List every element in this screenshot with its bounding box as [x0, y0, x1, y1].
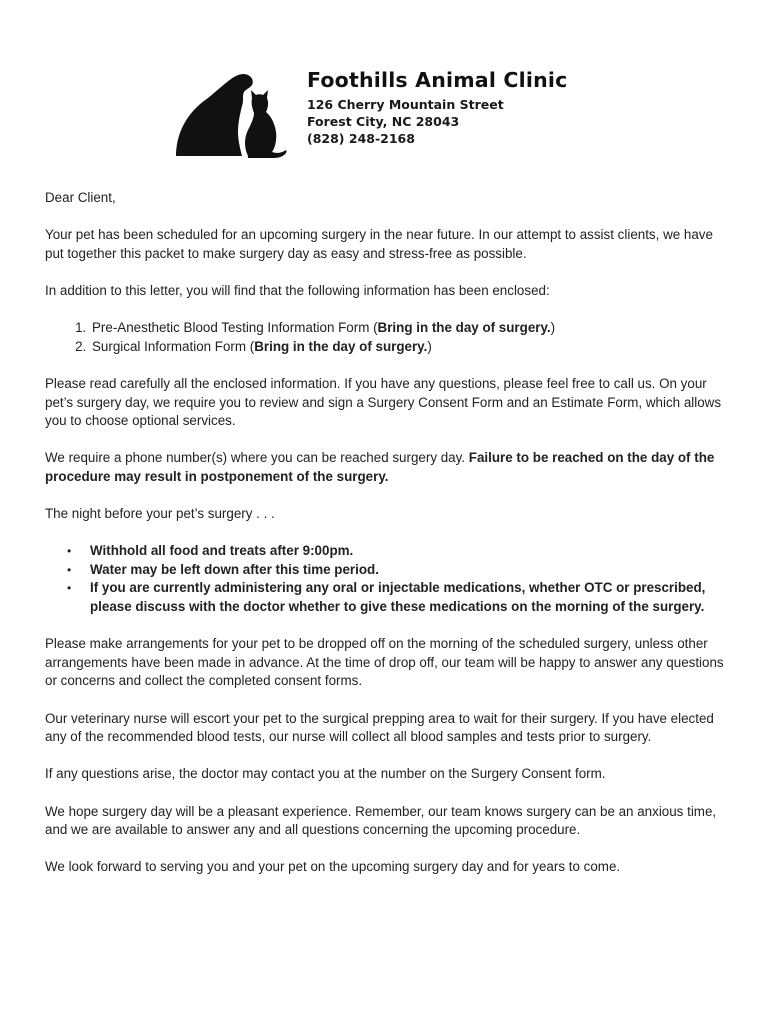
night-before-heading: The night before your pet’s surgery . . . — [45, 506, 275, 522]
read-carefully-paragraph: Please read carefully all the enclosed information. If you have any questions, please feel free to call us. On your pet’s surgery day, we require you to review and sign a Surgery Consent Form and an Estimate Form, which allows you to choose optional services. — [45, 375, 722, 429]
nurse-paragraph: Our veterinary nurse will escort your pet to the surgical prepping area to wait for their surgery. If you have elected any of the recommended blood tests, our nurse will collect all blood samples and tests prior to surgery. — [45, 710, 714, 745]
dog-and-cat-logo-icon — [172, 68, 290, 160]
enclosure-text: Surgical Information Form ( — [92, 338, 255, 354]
phone-requirement-text: We require a phone number(s) where you can be reached surgery day. — [45, 450, 469, 466]
enclosure-close: ) — [427, 338, 432, 354]
enclosure-bring-note: Bring in the day of surgery. — [377, 320, 551, 336]
phone-requirement-paragraph — [45, 449, 730, 486]
enclosures-list — [45, 319, 730, 356]
enclosure-item — [90, 338, 730, 357]
street-address: 126 Cherry Mountain Street — [307, 97, 504, 112]
instruction-item — [45, 542, 730, 561]
postponement-warning: Failure to be reached on the day of the procedure may result in postponement of the surgery. — [45, 450, 715, 484]
bullet-icon: • — [67, 581, 72, 596]
letterhead — [0, 0, 770, 170]
instruction-item — [45, 561, 730, 580]
letter-body — [45, 189, 730, 896]
enclosed-paragraph: In addition to this letter, you will find that the following information has been enclosed: — [45, 282, 550, 298]
clinic-name: Foothills Animal Clinic — [307, 68, 568, 92]
night-before-instructions — [45, 542, 730, 616]
phone-number: (828) 248-2168 — [307, 131, 415, 146]
bullet-icon: • — [67, 544, 72, 559]
city-state-zip: Forest City, NC 28043 — [307, 114, 460, 129]
closing-paragraph: We look forward to serving you and your pet on the upcoming surgery day and for years to come. — [45, 859, 621, 875]
instruction-text: Withhold all food and treats after 9:00pm. — [90, 543, 354, 559]
enclosure-text: Pre-Anesthetic Blood Testing Information Form ( — [92, 320, 378, 336]
hope-paragraph: We hope surgery day will be a pleasant experience. Remember, our team knows surgery can be an anxious time, and we are available to answer any and all questions concerning the upcoming procedure. — [45, 803, 717, 838]
enclosure-close: ) — [550, 320, 556, 336]
instruction-text: Water may be left down after this time period. — [90, 561, 379, 577]
questions-paragraph: If any questions arise, the doctor may contact you at the number on the Surgery Consent form. — [45, 766, 606, 782]
instruction-text: If you are currently administering any oral or injectable medications, whether OTC or prescribed, please discuss with the doctor whether to give these medications on the morning of the surgery. — [90, 580, 706, 615]
salutation: Dear Client, — [45, 190, 116, 205]
dropoff-paragraph: Please make arrangements for your pet to be dropped off on the morning of the scheduled surgery, unless other arrangements have been made in advance. At the time of drop off, our team will be happy to answer any questions or concerns and collect the completed consent forms. — [45, 636, 724, 689]
enclosure-bring-note: Bring in the day of surgery. — [254, 338, 428, 354]
intro-paragraph: Your pet has been scheduled for an upcoming surgery in the near future. In our attempt to assist clients, we have put together this packet to make surgery day as easy and stress-free as possible. — [45, 227, 713, 261]
bullet-icon: • — [67, 562, 72, 577]
instruction-item — [45, 579, 730, 616]
enclosure-item — [90, 319, 730, 338]
